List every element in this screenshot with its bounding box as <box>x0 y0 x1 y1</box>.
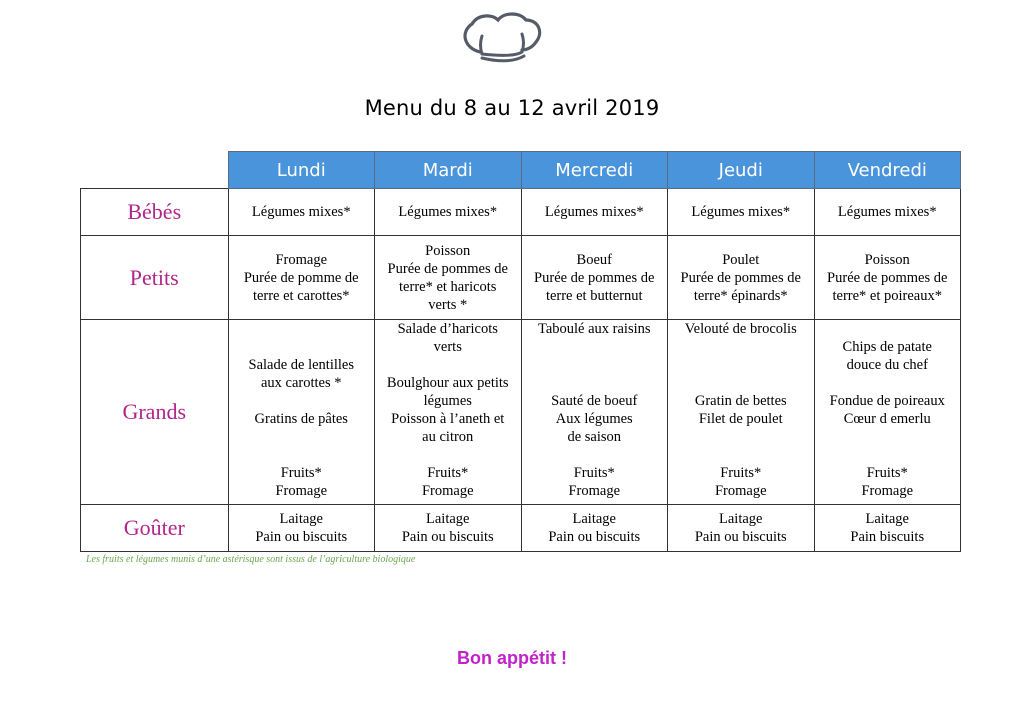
menu-line: terre* épinards* <box>693 287 788 304</box>
menu-line: Fruits* <box>866 465 908 481</box>
menu-line: Gratin de bettes <box>694 393 787 409</box>
menu-line: Salade d’haricots <box>397 321 498 337</box>
menu-cell <box>521 320 668 459</box>
menu-line: Pain biscuits <box>850 529 925 545</box>
table-row-grands <box>81 320 961 459</box>
menu-line: Filet de poulet <box>698 411 783 427</box>
menu-cell <box>228 320 375 459</box>
menu-line: Pain ou biscuits <box>694 529 787 545</box>
menu-line: Gratins de pâtes <box>254 411 348 427</box>
menu-line: Velouté de brocolis <box>684 321 797 337</box>
organic-footnote: Les fruits et légumes munis d’une astérisque sont issus de l’agriculture biologique <box>86 554 416 565</box>
menu-line: Laitage <box>719 511 763 527</box>
menu-cell <box>814 505 961 552</box>
category-label: Goûter <box>81 505 229 552</box>
dessert-block <box>522 462 668 500</box>
menu-line: Fromage <box>861 483 914 499</box>
menu-line: Fromage <box>421 483 474 499</box>
menu-line: Poisson à l’aneth et <box>391 411 505 427</box>
menu-line: Cœur d emerlu <box>843 411 931 427</box>
line-spacer <box>668 374 814 392</box>
menu-cell <box>814 320 961 459</box>
menu-cell <box>668 236 815 320</box>
line-spacer <box>375 356 521 374</box>
menu-line: aux carottes * <box>260 375 342 391</box>
category-label: Petits <box>81 236 229 320</box>
menu-line: douce du chef <box>846 357 928 373</box>
menu-line: Purée de pomme de <box>243 269 359 286</box>
menu-line: Poisson <box>864 251 910 268</box>
day-header: Mardi <box>375 152 522 189</box>
menu-line: verts <box>433 339 462 355</box>
menu-cell: Légumes mixes* <box>375 189 522 236</box>
menu-line: Fruits* <box>720 465 762 481</box>
line-spacer <box>668 338 814 356</box>
table-row-bebes <box>81 189 961 236</box>
menu-line: Purée de pommes de <box>387 260 508 277</box>
menu-cell <box>521 236 668 320</box>
menu-cell <box>375 236 522 320</box>
menu-line: au citron <box>422 429 474 445</box>
menu-line: Salade de lentilles <box>248 357 354 373</box>
menu-cell <box>228 505 375 552</box>
bon-appetit-text: Bon appétit ! <box>457 648 567 668</box>
menu-cell: Légumes mixes* <box>814 189 961 236</box>
menu-line: Fondue de poireaux <box>829 393 945 409</box>
menu-cell <box>228 236 375 320</box>
menu-line: Purée de pommes de <box>680 269 801 286</box>
dessert-block <box>229 462 375 500</box>
menu-line: terre* et haricots <box>399 278 497 295</box>
day-header-row <box>81 152 961 189</box>
menu-cell <box>521 458 668 505</box>
line-spacer <box>815 374 961 392</box>
menu-line: Boulghour aux petits <box>386 375 509 391</box>
category-label: Grands <box>81 320 229 505</box>
menu-line: Poulet <box>722 251 760 268</box>
menu-line: légumes <box>423 393 472 409</box>
line-spacer <box>668 356 814 374</box>
day-header: Jeudi <box>668 152 815 189</box>
menu-line: Taboulé aux raisins <box>537 321 651 337</box>
menu-cell <box>668 458 815 505</box>
menu-line: Boeuf <box>576 251 612 268</box>
day-header: Mercredi <box>521 152 668 189</box>
line-spacer <box>815 320 961 338</box>
menu-line: Fromage <box>568 483 621 499</box>
menu-line: terre et butternut <box>545 287 643 304</box>
menu-line: Fruits* <box>573 465 615 481</box>
menu-line: Fruits* <box>427 465 469 481</box>
menu-cell <box>375 458 522 505</box>
menu-line: Pain ou biscuits <box>255 529 348 545</box>
menu-line: Purée de pommes de <box>827 269 948 286</box>
menu-line: Laitage <box>572 511 616 527</box>
menu-line: Sauté de boeuf <box>551 393 638 409</box>
menu-cell <box>814 458 961 505</box>
table-row-gouter <box>81 505 961 552</box>
line-spacer <box>229 392 375 410</box>
menu-line: Fromage <box>714 483 767 499</box>
table-row-petits <box>81 236 961 320</box>
menu-cell <box>668 505 815 552</box>
menu-cell: Légumes mixes* <box>668 189 815 236</box>
menu-cell: Légumes mixes* <box>228 189 375 236</box>
menu-line: terre* et poireaux* <box>832 287 942 304</box>
menu-cell <box>668 320 815 459</box>
day-header: Vendredi <box>814 152 961 189</box>
menu-line: Pain ou biscuits <box>548 529 641 545</box>
line-spacer <box>229 338 375 356</box>
line-spacer <box>522 338 668 356</box>
dessert-block <box>375 462 521 500</box>
menu-line: Purée de pommes de <box>534 269 655 286</box>
menu-line: Aux légumes <box>555 411 633 427</box>
day-header: Lundi <box>228 152 375 189</box>
category-label: Bébés <box>81 189 229 236</box>
line-spacer <box>229 320 375 338</box>
menu-line: Fromage <box>275 251 328 268</box>
menu-line: Fruits* <box>280 465 322 481</box>
menu-line: terre et carottes* <box>252 287 350 304</box>
menu-line: de saison <box>567 429 622 445</box>
menu-cell <box>814 236 961 320</box>
line-spacer <box>522 374 668 392</box>
dessert-block <box>815 462 961 500</box>
menu-line: Chips de patate <box>842 339 932 355</box>
chef-hat-icon <box>458 10 544 66</box>
menu-line: Poisson <box>425 242 471 259</box>
menu-line: Laitage <box>865 511 909 527</box>
menu-cell <box>228 458 375 505</box>
menu-line: Fromage <box>275 483 328 499</box>
menu-line: Laitage <box>279 511 323 527</box>
corner-cell <box>81 152 229 189</box>
page-title: Menu du 8 au 12 avril 2019 <box>364 96 660 120</box>
menu-line: verts * <box>428 296 468 313</box>
menu-cell <box>375 505 522 552</box>
line-spacer <box>522 356 668 374</box>
menu-table <box>80 151 961 552</box>
dessert-block <box>668 462 814 500</box>
menu-cell <box>375 320 522 459</box>
menu-cell <box>521 505 668 552</box>
menu-cell: Légumes mixes* <box>521 189 668 236</box>
menu-line: Pain ou biscuits <box>401 529 494 545</box>
menu-line: Laitage <box>426 511 470 527</box>
